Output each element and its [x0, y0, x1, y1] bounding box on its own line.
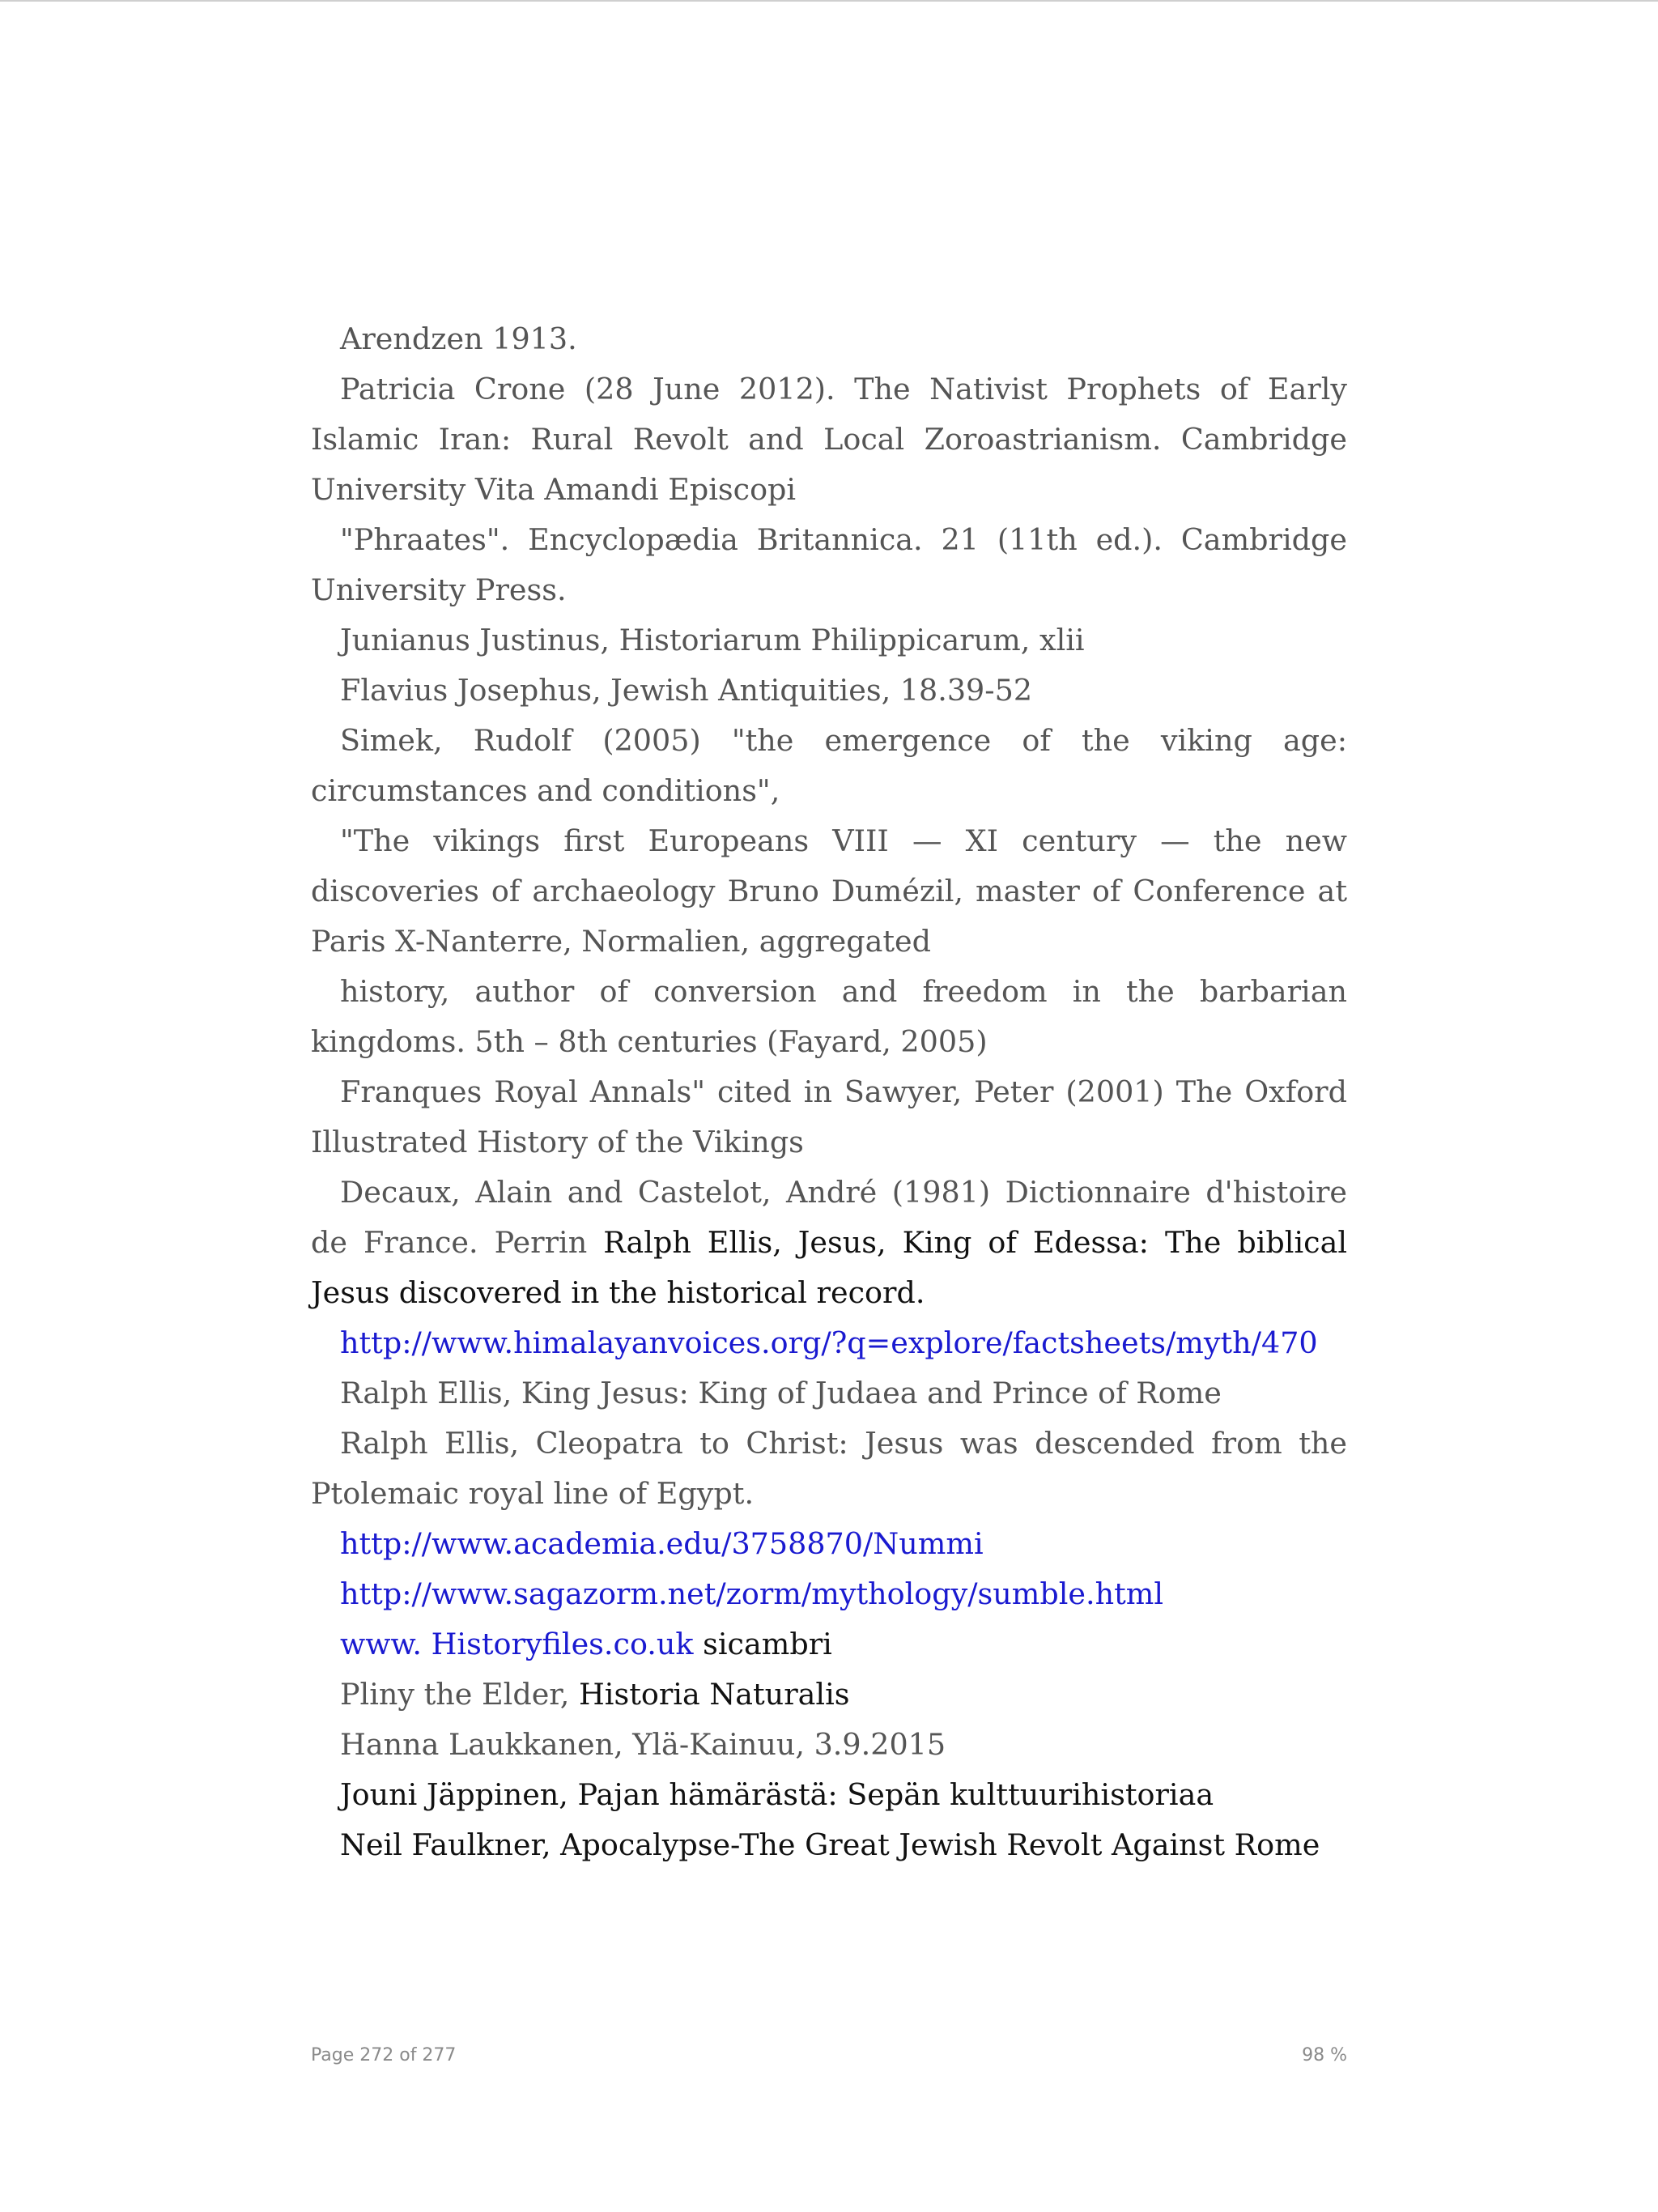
- reference-history-author: history, author of conversion and freedom in the barbarian kingdoms. 5th – 8th centuries (Fayard, 2005): [311, 974, 1347, 1059]
- progress-indicator: 98 %: [1302, 2045, 1347, 2065]
- link-himalayanvoices[interactable]: http://www.himalayanvoices.org/?q=explore/factsheets/myth/470: [340, 1325, 1318, 1360]
- reference-faulkner: Neil Faulkner, Apocalypse-The Great Jewish Revolt Against Rome: [340, 1827, 1320, 1862]
- reference-arendzen: Arendzen 1913.: [340, 321, 577, 356]
- reference-link-row: [311, 1519, 1347, 1569]
- reference-decaux: Decaux, Alain and Castelot, André (1981) Dictionnaire d'histoire de France. Perrin Ralph Ellis, Jesus, King of Edessa: The biblical Jesus discovered in the historical record.: [311, 1175, 1348, 1310]
- reference-historyfiles: www. Historyfiles.co.uk sicambri: [340, 1627, 832, 1661]
- reference-link-row: [311, 1569, 1347, 1619]
- reference-phraates: "Phraates". Encyclopædia Britannica. 21 (11th ed.). Cambridge University Press.: [311, 522, 1347, 607]
- reference-crone: Patricia Crone (28 June 2012). The Nativist Prophets of Early Islamic Iran: Rural Revolt and Local Zoroastrianism. Cambridge University Vita Amandi Episcopi: [311, 372, 1347, 507]
- reference-laukkanen: Hanna Laukkanen, Ylä-Kainuu, 3.9.2015: [340, 1727, 946, 1762]
- reference-jappinen: Jouni Jäppinen, Pajan hämärästä: Sepän kulttuurihistoriaa: [340, 1777, 1214, 1812]
- reference-ellis-cleopatra: Ralph Ellis, Cleopatra to Christ: Jesus was descended from the Ptolemaic royal line of Egypt.: [311, 1426, 1347, 1511]
- top-divider: [0, 0, 1658, 2]
- reference-josephus: Flavius Josephus, Jewish Antiquities, 18.39-52: [340, 673, 1033, 708]
- link-sagazorm[interactable]: http://www.sagazorm.net/zorm/mythology/sumble.html: [340, 1576, 1164, 1611]
- link-historyfiles[interactable]: www. Historyfiles.co.uk: [340, 1627, 694, 1661]
- reference-franques-annals: Franques Royal Annals" cited in Sawyer, Peter (2001) The Oxford Illustrated History of the Vikings: [311, 1074, 1347, 1159]
- link-academia[interactable]: http://www.academia.edu/3758870/Nummi: [340, 1526, 984, 1561]
- page-text[interactable]: [311, 314, 1347, 1870]
- reference-link-row: [311, 1318, 1347, 1368]
- reference-simek: Simek, Rudolf (2005) "the emergence of the viking age: circumstances and conditions",: [311, 723, 1347, 808]
- reference-justinus: Junianus Justinus, Historiarum Philippicarum, xlii: [340, 623, 1085, 657]
- page-indicator: Page 272 of 277: [311, 2045, 457, 2065]
- reference-ellis-king-jesus: Ralph Ellis, King Jesus: King of Judaea and Prince of Rome: [340, 1376, 1222, 1410]
- reference-vikings-europeans: "The vikings first Europeans VIII — XI century — the new discoveries of archaeology Bruno Dumézil, master of Conference at Paris X-Nanterre, Normalien, aggregated: [311, 823, 1347, 959]
- reference-ellis-edessa: Ralph Ellis, Jesus, King of Edessa: The biblical Jesus discovered in the historical record.: [311, 1225, 1348, 1310]
- reference-pliny: Pliny the Elder, Historia Naturalis: [340, 1677, 850, 1712]
